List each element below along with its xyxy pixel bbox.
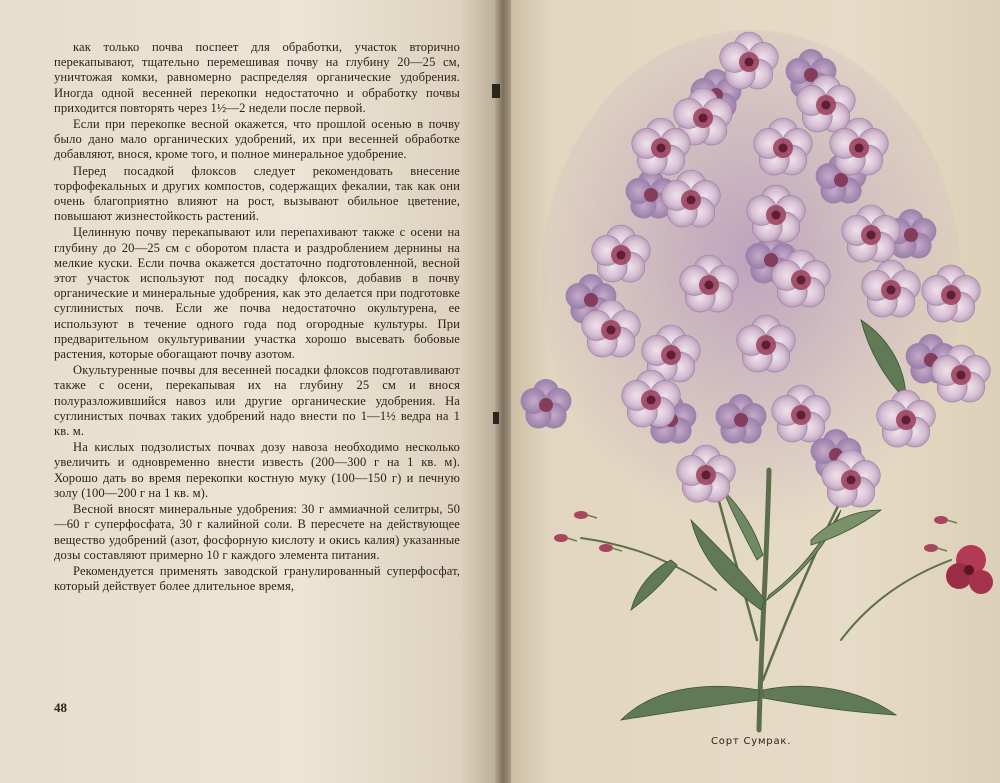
book-gutter [495,0,511,783]
paragraph: Целинную почву перекапывают или перепахивают также с осени на глубину до 20—25 см с оборотом пласта и раздроблением дернины на мелкие куски. Если почва окажется достаточно подготовленной, весной этот участок используют под посадку флоксов, добавив в почву органические и минеральные удобрения, как это делается при подготовке суглинистых почв. Если же почва недостаточно окультурена, ее используют в течение одного года под огородные культуры. При предварительном окультуривании участка хорошо высевать бобовые растения, которые обогащают почву азотом. [54,225,460,362]
body-text [54,40,460,595]
paragraph: Окультуренные почвы для весенней посадки флоксов подготавливают также с осени, перекапывая их на глубину 25 см и внося полуразложившийся навоз или другие органические удобрения. На суглинистых почвах таких удобрений надо внести по 1—1½ ведра на 1 кв. м. [54,363,460,439]
binding-mark [492,84,500,98]
paragraph: Рекомендуется применять заводской гранулированный суперфосфат, который действует более длительное время, [54,563,460,594]
paragraph: Весной вносят минеральные удобрения: 30 г аммиачной селитры, 50—60 г суперфосфата, 30 г калийной соли. В пересчете на действующее вещество удобрений (азот, фосфорную кислоту и окись калия) указанные дозы составляют примерно 10 г каждого элемента питания. [54,502,460,562]
paragraph: На кислых подзолистых почвах дозу навоза необходимо несколько увеличить и одновременно внести известь (200—300 г на 1 кв. м). Хорошо дать во время перекопки костную муку (100—150 г) и печную золу (100—200 г на 1 кв. м). [54,440,460,500]
page-number: 48 [54,700,67,715]
phlox-illustration [511,0,1000,783]
binding-mark [493,412,499,424]
side-bloom [946,545,993,594]
plate-caption: Сорт Сумрак. [711,736,792,747]
paragraph: как только почва поспеет для обработки, участок вторично перекапывают, тщательно перемешивая почву на глубину 20—25 см, уничтожая комки, равномерно распределяя органические удобрения. Иногда одной весенней перекопки недостаточно и обработку почвы приходится повторять через 1½—2 недели после первой. [54,40,460,115]
right-page [511,0,1000,783]
paragraph: Если при перекопке весной окажется, что прошлой осенью в почву было дано мало органических удобрений, их при весенней обработке добавляют, внося, кроме того, и полное минеральное удобрение. [54,117,460,162]
paragraph: Перед посадкой флоксов следует рекомендовать внесение торфофекальных и других компостов, содержащих фекалии, так как они очень благоприятно влияют на рост, вызывают обильное цветение, повышают жизнестойкость растений. [54,163,460,224]
